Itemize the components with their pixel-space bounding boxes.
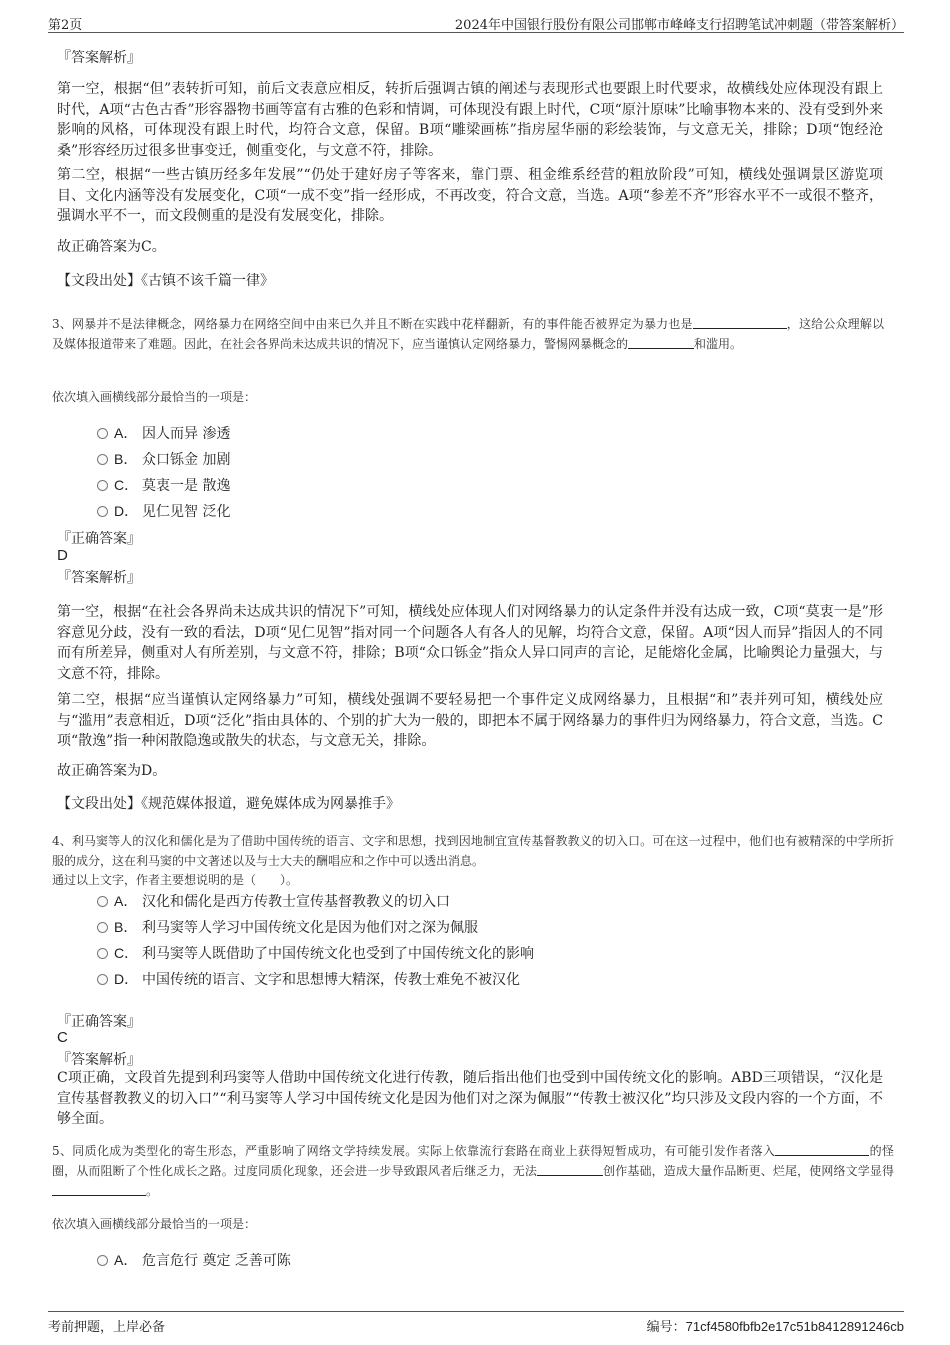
q4-stem: 4、利马窦等人的汉化和儒化是为了借助中国传统的语言、文字和思想，找到因地制宜宣传基督教教义的切入口。可在这一过程中，他们也有被精深的中学所折服的成分，这在利马窦的中文著述以及与士大夫的酬唱应和之作中可以透出消息。	[52, 834, 894, 868]
radio-icon[interactable]	[97, 896, 108, 907]
q3-option-d[interactable]: D． 见仁见智 泛化	[97, 501, 230, 521]
q4-answer-label: 『正确答案』	[57, 1014, 141, 1030]
q5-stem: 5、同质化成为类型化的寄生形态，严重影响了网络文学持续发展。实际上依靠流行套路在商业上获得短暂成功，有可能引发作者落入 的怪圈，从而阻断了个性化成长之路。过度同质化现象，还会进一步导致跟风者后继乏力，无法 创作基础，造成大量作品断更、烂尾，使网络文学显得。	[52, 1144, 894, 1198]
radio-icon[interactable]	[97, 922, 108, 933]
q3-stem: 3、网暴并不是法律概念，网络暴力在网络空间中由来已久并且不断在实践中花样翻新，有的事件能否被界定为暴力也是 ，这给公众理解以及媒体报道带来了难题。因此，在社会各界尚未达成共识的情况下，应当谨慎认定网络暴力，警惕网暴概念的 和滥用。	[52, 317, 884, 351]
q3-answer-label: 『正确答案』	[57, 531, 141, 547]
page-header	[48, 12, 904, 33]
blank-1	[693, 316, 787, 329]
document-title: 2024年中国银行股份有限公司邯郸市峰峰支行招聘笔试冲刺题（带答案解析）	[454, 18, 904, 33]
blank-2	[537, 1163, 603, 1176]
blank-2	[628, 336, 694, 349]
q3-analysis-p1: 第一空，根据“在社会各界尚未达成共识的情况下”可知，横线处应体现人们对网络暴力的认定条件并没有达成一致，C项“莫衷一是”形容意见分歧，没有一致的看法，D项“见仁见智”指对同一个问题各人有各人的见解，均符合文意，保留。A项“因人而异”指因人的不同而有所差异，侧重对人有所差别，与文意不符，排除；B项“众口铄金”指众人异口同声的言论，足能熔化金属，比喻舆论力量强大，与文意不符，排除。	[57, 604, 883, 682]
q3-option-c[interactable]: C． 莫衷一是 散逸	[97, 475, 230, 495]
q4-option-d[interactable]: D． 中国传统的语言、文字和思想博大精深，传教士难免不被汉化	[97, 969, 520, 989]
radio-icon[interactable]	[97, 428, 108, 439]
q4-analysis-label: 『答案解析』	[57, 1052, 141, 1068]
radio-icon[interactable]	[97, 506, 108, 517]
q4-option-b[interactable]: B． 利马窦等人学习中国传统文化是因为他们对之深为佩服	[97, 917, 478, 937]
q3-answer: D	[57, 547, 68, 564]
q3-option-b[interactable]: B． 众口铄金 加剧	[97, 449, 230, 469]
blank-1	[775, 1143, 869, 1156]
q3-analysis-label: 『答案解析』	[57, 570, 141, 586]
q2-conclusion: 故正确答案为C。	[57, 239, 166, 255]
q3-source: 【文段出处】《规范媒体报道，避免媒体成为网暴推手》	[57, 796, 400, 812]
q3-prompt: 依次填入画横线部分最恰当的一项是：	[52, 390, 257, 404]
q4-option-c[interactable]: C． 利马窦等人既借助了中国传统文化也受到了中国传统文化的影响	[97, 943, 534, 963]
q3-analysis-p2: 第二空，根据“应当谨慎认定网络暴力”可知，横线处强调不要轻易把一个事件定义成网络暴力，且根据“和”表并列可知，横线处应与“滥用”表意相近，D项“泛化”指由具体的、个别的扩大为一般的，即把本不属于网络暴力的事件归为网络暴力，符合文意，当选。C项“散逸”指一种闲散隐逸或散失的状态，与文意无关，排除。	[57, 692, 883, 749]
q2-source: 【文段出处】《古镇不该千篇一律》	[57, 273, 274, 289]
radio-icon[interactable]	[97, 948, 108, 959]
radio-icon[interactable]	[97, 1255, 108, 1266]
blank-3	[52, 1183, 146, 1196]
q5-option-a[interactable]: A． 危言危行 奠定 乏善可陈	[97, 1250, 291, 1270]
q2-analysis-p2: 第二空，根据“一些古镇历经多年发展”“仍处于建好房子等客来，靠门票、租金维系经营的粗放阶段”可知，横线处强调景区游览项目、文化内涵等没有发展变化，C项“一成不变”指一经形成，不再改变，符合文意，当选。A项“参差不齐”形容水平不一或很不整齐，强调水平不一，而文段侧重的是没有发展变化，排除。	[57, 167, 883, 224]
q3-conclusion: 故正确答案为D。	[57, 763, 167, 779]
q5-prompt: 依次填入画横线部分最恰当的一项是：	[52, 1217, 257, 1231]
q4-option-a[interactable]: A． 汉化和儒化是西方传教士宣传基督教教义的切入口	[97, 891, 450, 911]
footer-slogan: 考前押题，上岸必备	[48, 1320, 166, 1335]
q4-prompt: 通过以上文字，作者主要想说明的是（ ）。	[52, 873, 299, 887]
document-code: 编号：71cf4580fbfb2e17c51b8412891246cb	[646, 1319, 904, 1335]
q4-answer: C	[57, 1029, 68, 1046]
q2-analysis-label: 『答案解析』	[57, 50, 141, 66]
radio-icon[interactable]	[97, 454, 108, 465]
page-number: 第2页	[48, 18, 83, 33]
radio-icon[interactable]	[97, 480, 108, 491]
q2-analysis-p1: 第一空，根据“但”表转折可知，前后文表意应相反，转折后强调古镇的阐述与表现形式也要跟上时代要求，故横线处应体现没有跟上时代，A项“古色古香”形容器物书画等富有古雅的色彩和情调，可体现没有跟上时代，C项“原汁原味”比喻事物本来的、没有受到外来影响的风格，可体现没有跟上时代，均符合文意，保留。B项“雕梁画栋”指房屋华丽的彩绘装饰，与文意无关，排除；D项“饱经沧桑”形容经历过很多世事变迁，侧重变化，与文意不符，排除。	[57, 81, 883, 159]
radio-icon[interactable]	[97, 974, 108, 985]
q4-analysis-p1: C项正确，文段首先提到利玛窦等人借助中国传统文化进行传教，随后指出他们也受到中国传统文化的影响。ABD三项错误，“汉化是宣传基督教教义的切入口”“利马窦等人学习中国传统文化是因为他们对之深为佩服”“传教士被汉化”均只涉及文段内容的一个方面，不够全面。	[57, 1070, 883, 1127]
page-footer	[48, 1311, 904, 1335]
q3-option-a[interactable]: A． 因人而异 渗透	[97, 423, 230, 443]
